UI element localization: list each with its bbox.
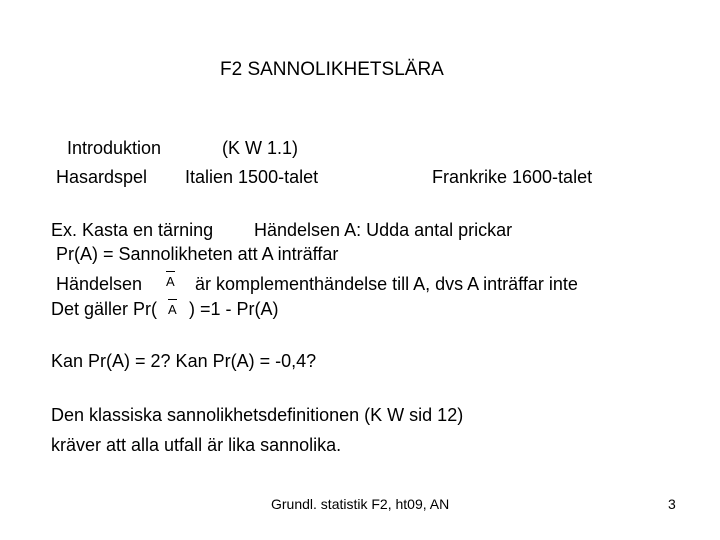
complement-rule-suffix: ) =1 - Pr(A)	[189, 299, 279, 319]
event-definition: Händelsen A: Udda antal prickar	[254, 220, 513, 240]
classic-definition-line2: kräver att alla utfall är lika sannolika.	[51, 435, 342, 455]
probability-question: Kan Pr(A) = 2? Kan Pr(A) = -0,4?	[51, 351, 317, 371]
italy-period: Italien 1500-talet	[185, 167, 319, 187]
complement-symbol-rule	[168, 303, 177, 316]
example-text: Ex. Kasta en tärning	[51, 220, 214, 240]
france-period: Frankrike 1600-talet	[432, 167, 593, 187]
probability-definition: Pr(A) = Sannolikheten att A inträffar	[56, 244, 339, 264]
footer-text: Grundl. statistik F2, ht09, AN	[271, 496, 450, 512]
intro-label: Introduktion	[67, 138, 162, 158]
complement-letter: A	[166, 274, 175, 289]
complement-rule-prefix: Det gäller Pr(	[51, 299, 158, 319]
complement-label: Händelsen	[56, 274, 143, 294]
page-number: 3	[668, 496, 676, 512]
overline	[166, 271, 175, 272]
complement-letter: A	[168, 302, 177, 317]
slide-title: F2 SANNOLIKHETSLÄRA	[220, 59, 444, 80]
hasardspel-label: Hasardspel	[56, 167, 148, 187]
complement-description: är komplementhändelse till A, dvs A inträffar inte	[195, 274, 578, 294]
overline	[168, 299, 177, 300]
complement-symbol	[166, 275, 175, 288]
intro-reference: (K W 1.1)	[222, 138, 299, 158]
classic-definition-line1: Den klassiska sannolikhetsdefinitionen (K W sid 12)	[51, 405, 464, 425]
